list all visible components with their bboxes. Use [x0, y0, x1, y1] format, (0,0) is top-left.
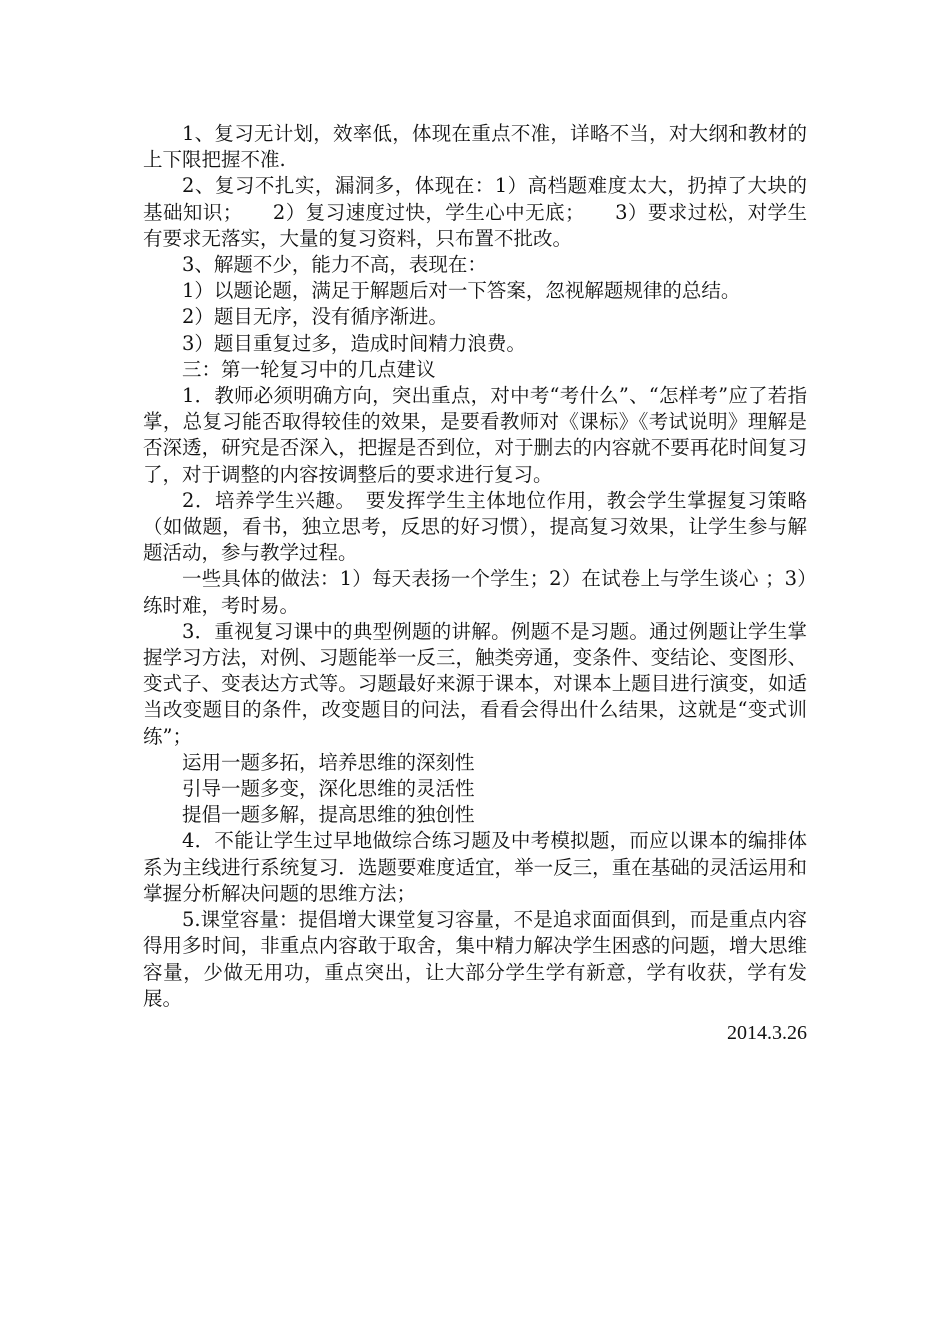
paragraph-1: 1、复习无计划，效率低，体现在重点不准，详略不当，对大纲和教材的上下限把握不准. [143, 122, 807, 172]
paragraph-2: 2、复习不扎实，漏洞多，体现在：1）高档题难度太大，扔掉了大块的基础知识； 2）复习速度过快，学生心中无底； 3）要求过松，对学生有要求无落实，大量的复习资料，只布置不批改。 [143, 174, 807, 250]
document-body [143, 121, 807, 1012]
paragraph-9: 2．培养学生兴趣。 要发挥学生主体地位作用，教会学生掌握复习策略（如做题，看书，独立思考，反思的好习惯），提高复习效果，让学生参与解题活动，参与教学过程。 [143, 488, 807, 565]
paragraph-6: 3）题目重复过多，造成时间精力浪费。 [182, 331, 526, 355]
paragraph-5: 2）题目无序，没有循序渐进。 [182, 305, 448, 329]
paragraph-16: 5.课堂容量：提倡增大课堂复习容量，不是追求面面俱到，而是重点内容得用多时间，非重点内容敢于取舍，集中精力解决学生困惑的问题，增大思维容量，少做无用功，重点突出，让大部分学生学有新意，学有收获，学有发展。 [143, 908, 807, 1010]
paragraph-3: 3、解题不少，能力不高，表现在： [182, 253, 487, 277]
section-heading: 三：第一轮复习中的几点建议 [182, 357, 436, 381]
paragraph-14: 提倡一题多解，提高思维的独创性 [182, 803, 475, 827]
paragraph-12: 运用一题多拓，培养思维的深刻性 [182, 750, 475, 774]
paragraph-8: 1．教师必须明确方向，突出重点，对中考“考什么”、“怎样考”应了若指掌，总复习能否取得较佳的效果，是要看教师对《课标》《考试说明》理解是否深透，研究是否深入，把握是否到位，对于删去的内容就不要再花时间复习了，对于调整的内容按调整后的要求进行复习。 [143, 384, 807, 486]
paragraph-13: 引导一题多变，深化思维的灵活性 [182, 777, 475, 801]
paragraph-11: 3．重视复习课中的典型例题的讲解。例题不是习题。通过例题让学生掌握学习方法，对例、习题能举一反三，触类旁通，变条件、变结论、变图形、变式子、变表达方式等。习题最好来源于课本，对课本上题目进行演变，如适当改变题目的条件，改变题目的问法，看看会得出什么结果，这就是“变式训练”； [143, 619, 807, 748]
paragraph-4: 1）以题论题，满足于解题后对一下答案，忽视解题规律的总结。 [182, 279, 741, 303]
paragraph-15: 4．不能让学生过早地做综合练习题及中考模拟题，而应以课本的编排体系为主线进行系统复习．选题要难度适宜，举一反三，重在基础的灵活运用和掌握分析解决问题的思维方法； [143, 829, 807, 905]
paragraph-10: 一些具体的做法：1）每天表扬一个学生；2）在试卷上与学生谈心 ；3）练时难，考时易。 [143, 567, 807, 617]
document-date: 2014.3.26 [727, 1022, 807, 1044]
